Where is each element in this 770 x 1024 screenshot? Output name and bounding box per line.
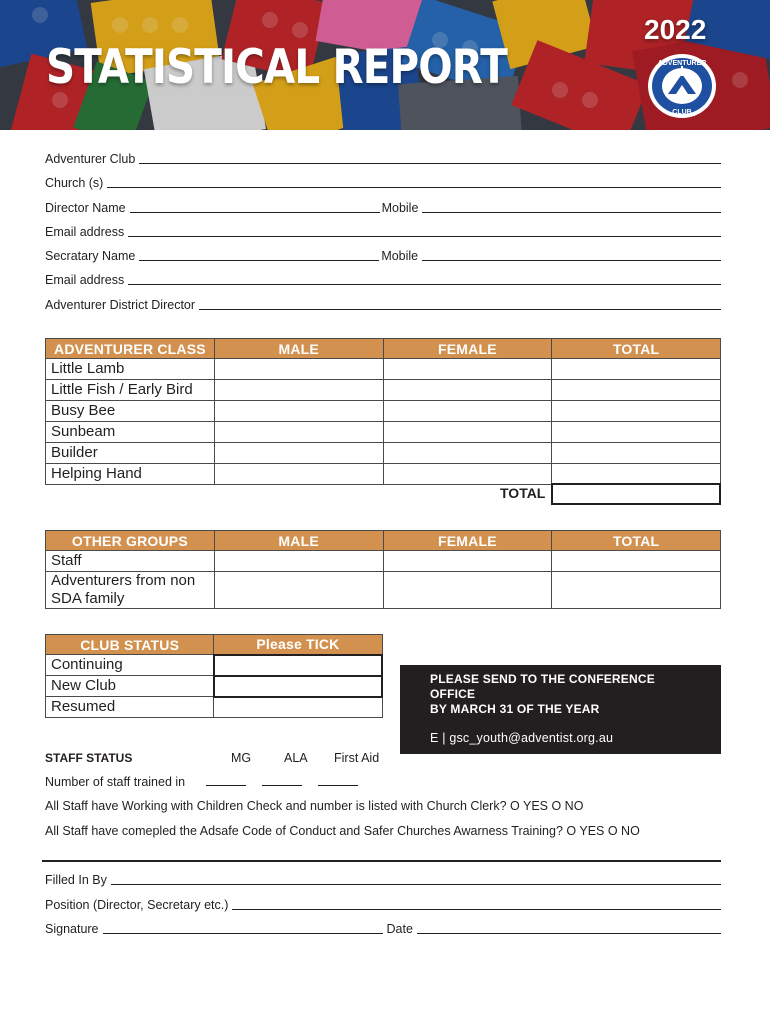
group-name: Staff [46,551,215,572]
position-field[interactable] [45,896,721,912]
adventurer-club-logo [646,52,718,120]
total-cell[interactable] [552,464,721,485]
staff-trained-label: Number of staff trained in [45,775,186,789]
total-cell[interactable] [552,422,721,443]
director-email-field[interactable] [45,223,721,239]
male-cell[interactable] [214,443,383,464]
class-name: Busy Bee [46,401,215,422]
female-cell[interactable] [383,551,552,572]
status-name: Resumed [46,697,214,718]
filled-by-label: Filled In By [45,873,107,887]
header-banner [0,0,770,130]
total-cell[interactable] [552,551,721,572]
director-name-label: Director Name [45,201,126,215]
table-row [46,422,721,443]
male-header: MALE [214,339,383,359]
male-cell[interactable] [214,551,383,572]
table-row [46,380,721,401]
report-title: STATISTICAL REPORT [46,40,507,95]
mg-label: MG [231,751,252,765]
total-cell[interactable] [552,443,721,464]
director-mobile-label: Mobile [381,201,419,215]
mg-count-blank[interactable] [206,785,246,786]
director-email-label: Email address [45,225,125,239]
class-name: Helping Hand [46,464,215,485]
table-row [46,572,721,609]
groups-header: OTHER GROUPS [46,531,215,551]
class-name: Little Fish / Early Bird [46,380,215,401]
church-label: Church (s) [45,176,104,190]
male-cell[interactable] [214,359,383,380]
secretary-email-field[interactable] [45,271,721,287]
table-row [46,464,721,485]
adsafe-check-question[interactable]: All Staff have comepled the Adsafe Code of Conduct and Safer Churches Awarness Training? O YES O NO [45,824,640,838]
submission-note [400,665,721,754]
club-status-header: CLUB STATUS [46,635,214,655]
tick-box-new-club[interactable] [214,676,382,697]
tick-box-continuing[interactable] [214,655,382,676]
table-row [46,401,721,422]
male-cell[interactable] [214,401,383,422]
female-header: FEMALE [383,339,552,359]
female-cell[interactable] [383,380,552,401]
group-name: Adventurers from non SDA family [46,572,215,609]
table-row [46,359,721,380]
female-cell[interactable] [383,401,552,422]
total-header: TOTAL [552,339,721,359]
total-header: TOTAL [552,531,721,551]
club-label: Adventurer Club [45,152,136,166]
female-cell[interactable] [383,422,552,443]
note-line-2: BY MARCH 31 OF THE YEAR [430,702,600,716]
ala-label: ALA [284,751,308,765]
filled-by-field[interactable] [45,871,721,887]
secretary-name-label: Secratary Name [45,249,136,263]
signature-date-field[interactable] [45,920,721,936]
district-director-field[interactable] [45,296,721,312]
female-cell[interactable] [383,359,552,380]
class-name: Sunbeam [46,422,215,443]
other-groups-table [45,530,721,609]
class-name: Little Lamb [46,359,215,380]
logo-text-bottom: CLUB [672,109,692,116]
total-cell[interactable] [552,401,721,422]
secretary-mobile-label: Mobile [381,249,419,263]
director-field[interactable] [45,199,721,215]
status-name: New Club [46,676,214,697]
staff-status-heading: STAFF STATUS [45,751,133,765]
secretary-field[interactable] [45,247,721,263]
table-row [46,655,383,676]
logo-text-top: ADVENTURER [657,60,707,67]
female-cell[interactable] [383,464,552,485]
ala-count-blank[interactable] [262,785,302,786]
club-field[interactable] [45,150,721,166]
total-cell[interactable] [552,380,721,401]
female-cell[interactable] [383,443,552,464]
grand-total-label: TOTAL [500,485,546,501]
class-header: ADVENTURER CLASS [46,339,215,359]
district-director-label: Adventurer District Director [45,298,196,312]
table-row [46,676,383,697]
date-label: Date [386,922,413,936]
male-cell[interactable] [214,422,383,443]
total-cell[interactable] [552,572,721,609]
status-name: Continuing [46,655,214,676]
section-divider [42,860,721,862]
secretary-email-label: Email address [45,273,125,287]
male-cell[interactable] [214,464,383,485]
wwc-check-question[interactable]: All Staff have Working with Children Check and number is listed with Church Clerk? O YES O NO [45,799,584,813]
adventurer-class-table [45,338,721,485]
note-line-1: PLEASE SEND TO THE CONFERENCE OFFICE [430,672,655,701]
male-cell[interactable] [214,380,383,401]
church-field[interactable] [45,174,721,190]
male-cell[interactable] [214,572,383,609]
class-name: Builder [46,443,215,464]
grand-total-box[interactable] [551,483,721,505]
signature-label: Signature [45,922,99,936]
first-aid-label: First Aid [334,751,380,765]
male-header: MALE [214,531,383,551]
tick-box-resumed[interactable] [214,697,382,718]
staff-trained-row [45,775,374,789]
table-row [46,697,383,718]
note-email: E | gsc_youth@adventist.org.au [430,731,614,745]
female-header: FEMALE [383,531,552,551]
female-cell[interactable] [383,572,552,609]
tick-header: Please TICK [214,635,382,655]
first-aid-count-blank[interactable] [318,785,358,786]
report-year: 2022 [644,14,707,45]
position-label: Position (Director, Secretary etc.) [45,898,229,912]
total-cell[interactable] [552,359,721,380]
club-status-table [45,634,383,718]
table-row [46,551,721,572]
table-row [46,443,721,464]
